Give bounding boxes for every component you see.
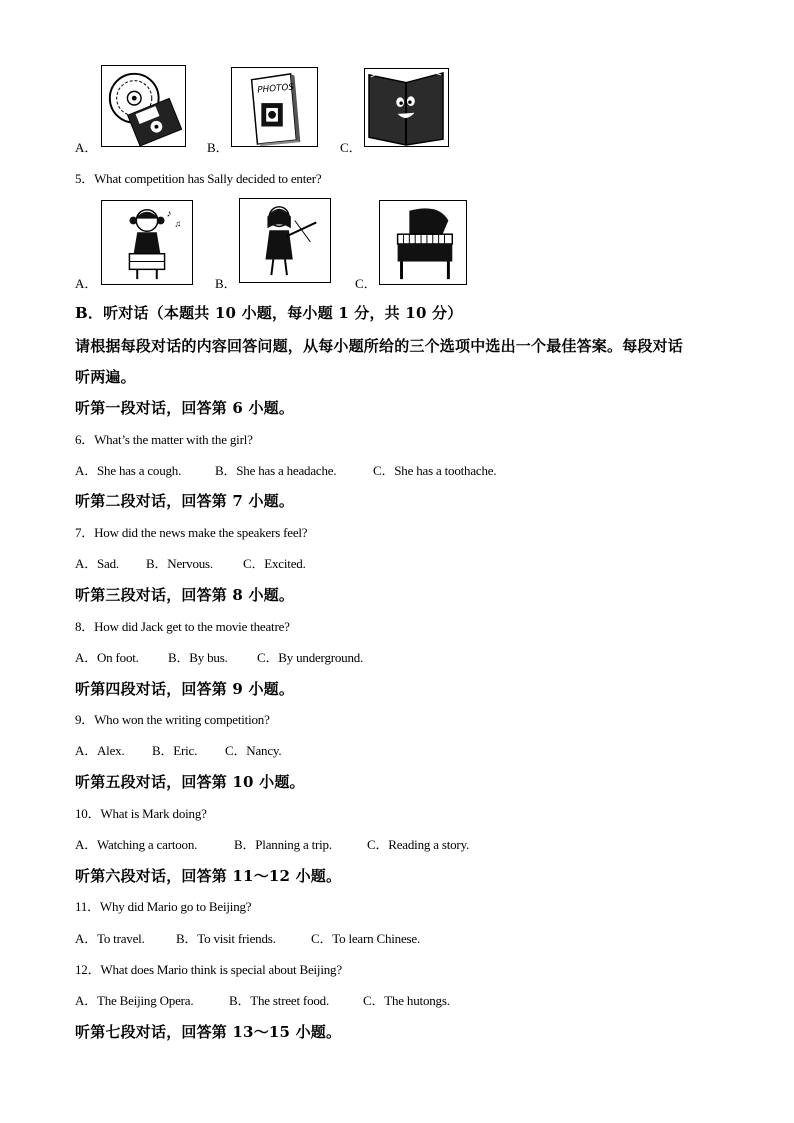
q5-option-a[interactable]: A． (75, 276, 98, 291)
q7-option-a[interactable]: A．Sad. (75, 556, 119, 571)
q5-option-b[interactable]: B． (215, 276, 237, 291)
q4-option-b[interactable]: B． (207, 140, 229, 155)
q12-option-a[interactable]: A．The Beijing Opera. (75, 993, 194, 1008)
girl-violin-picture (239, 198, 331, 283)
q10-option-c[interactable]: C．Reading a story. (367, 837, 470, 852)
question-9: 9．Who won the writing competition? (75, 712, 270, 727)
q8-option-a[interactable]: A．On foot. (75, 650, 139, 665)
book-picture (364, 68, 449, 147)
dialog-3-heading: 听第三段对话，回答第 8 小题。 (75, 586, 295, 604)
q8-option-b[interactable]: B．By bus. (168, 650, 228, 665)
question-5: 5．What competition has Sally decided to enter? (75, 171, 322, 186)
piano-player-picture (379, 200, 467, 285)
photo-album-picture (231, 67, 318, 147)
girl-drumming-illustration (102, 201, 192, 284)
q4-option-c[interactable]: C． (340, 140, 362, 155)
q10-option-b[interactable]: B．Planning a trip. (234, 837, 332, 852)
dialog-6-heading: 听第六段对话，回答第 11～12 小题。 (75, 867, 342, 885)
svg-text:♫: ♫ (174, 218, 181, 229)
q12-option-b[interactable]: B．The street food. (229, 993, 330, 1008)
q11-option-c[interactable]: C．To learn Chinese. (311, 931, 421, 946)
q11-option-b[interactable]: B．To visit friends. (176, 931, 276, 946)
dialog-7-heading: 听第七段对话，回答第 13～15 小题。 (75, 1023, 342, 1041)
q5-option-c[interactable]: C． (355, 276, 377, 291)
q6-option-c[interactable]: C．She has a toothache. (373, 463, 497, 478)
dialog-4-heading: 听第四段对话，回答第 9 小题。 (75, 680, 295, 698)
photo-album-illustration (232, 68, 317, 146)
q12-option-c[interactable]: C．The hutongs. (363, 993, 450, 1008)
q8-option-c[interactable]: C．By underground. (257, 650, 364, 665)
photos-text: PHOTOS (257, 82, 295, 96)
section-b-instruction-line1: 请根据每段对话的内容回答问题，从每小题所给的三个选项中选出一个最佳答案。每段对话 (75, 337, 684, 355)
dialog-5-heading: 听第五段对话，回答第 10 小题。 (75, 773, 305, 791)
q7-option-b[interactable]: B．Nervous. (146, 556, 213, 571)
section-b-heading: B．听对话（本题共 10 小题，每小题 1 分，共 10 分） (75, 304, 463, 322)
q6-option-a[interactable]: A．She has a cough. (75, 463, 182, 478)
piano-player-illustration (380, 201, 466, 284)
question-12: 12．What does Mario think is special about Beijing? (75, 962, 342, 977)
question-11: 11．Why did Mario go to Beijing? (75, 899, 252, 914)
cd-and-disk-picture (101, 65, 186, 147)
svg-text:♪: ♪ (166, 208, 172, 220)
q4-option-a[interactable]: A． (75, 140, 98, 155)
question-8: 8．How did Jack get to the movie theatre? (75, 619, 290, 634)
girl-violin-illustration (240, 199, 330, 282)
q7-option-c[interactable]: C．Excited. (243, 556, 306, 571)
question-6: 6．What’s the matter with the girl? (75, 432, 253, 447)
q9-option-b[interactable]: B．Eric. (152, 743, 198, 758)
girl-drumming-picture (101, 200, 193, 285)
q9-option-c[interactable]: C．Nancy. (225, 743, 282, 758)
q11-option-a[interactable]: A．To travel. (75, 931, 145, 946)
q10-option-a[interactable]: A．Watching a cartoon. (75, 837, 198, 852)
question-7: 7．How did the news make the speakers feel? (75, 525, 308, 540)
cd-disk-illustration (102, 66, 185, 146)
q9-option-a[interactable]: A．Alex. (75, 743, 125, 758)
book-illustration (365, 69, 448, 146)
question-10: 10．What is Mark doing? (75, 806, 207, 821)
section-b-instruction-line2: 听两遍。 (75, 368, 136, 386)
q6-option-b[interactable]: B．She has a headache. (215, 463, 337, 478)
dialog-2-heading: 听第二段对话，回答第 7 小题。 (75, 492, 295, 510)
dialog-1-heading: 听第一段对话，回答第 6 小题。 (75, 399, 295, 417)
